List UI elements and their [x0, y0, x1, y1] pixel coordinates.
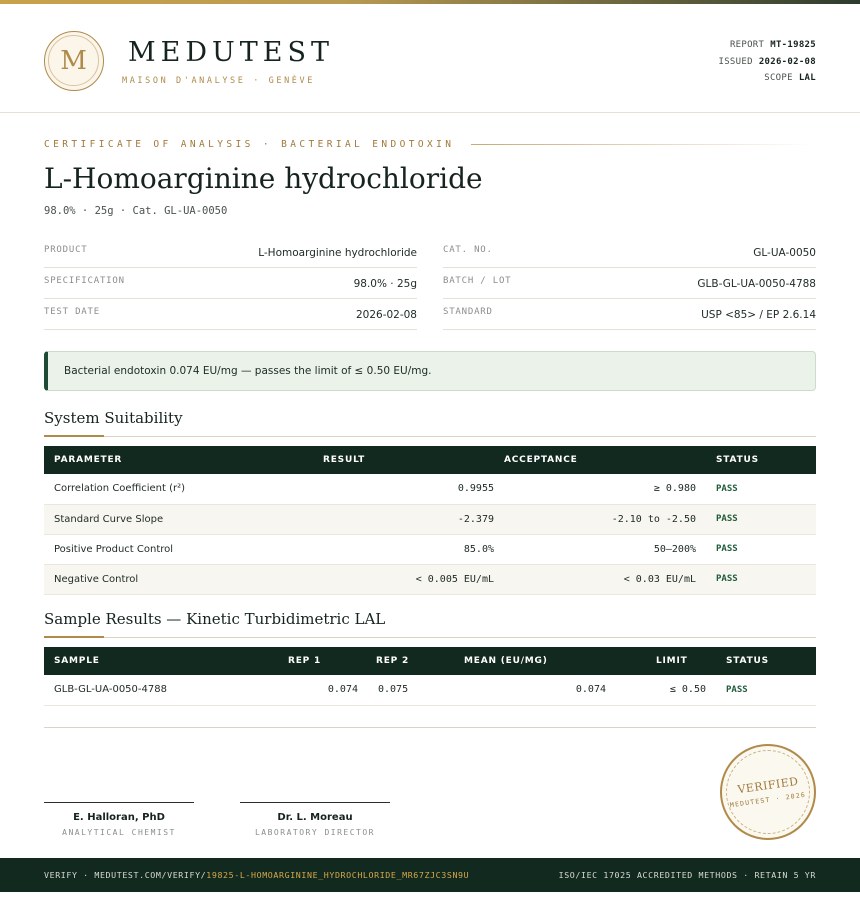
- info-label: SPECIFICATION: [44, 276, 125, 286]
- brand-name: MEDUTEST: [128, 37, 334, 68]
- issued-label: ISSUED: [718, 56, 753, 67]
- table-header-row: [44, 446, 816, 474]
- page-footer: [0, 858, 860, 892]
- cell-acceptance: -2.10 to -2.50: [504, 504, 706, 534]
- signatory-role: ANALYTICAL CHEMIST: [62, 828, 176, 837]
- cell-parameter: Standard Curve Slope: [44, 504, 314, 534]
- result-callout: [44, 351, 816, 391]
- info-label: BATCH / LOT: [443, 276, 512, 286]
- cell-sample: GLB-GL-UA-0050-4788: [44, 675, 278, 705]
- verify-code: 19825-L-HOMOARGININE_HYDROCHLORIDE_MR67ZJC3SN9U: [206, 870, 470, 880]
- section-title-samples: Sample Results — Kinetic Turbidimetric LAL: [44, 610, 386, 628]
- signatory-name: E. Halloran, PhD: [73, 812, 165, 823]
- info-value: GL-UA-0050: [753, 247, 816, 259]
- scope-label: SCOPE: [764, 73, 793, 83]
- cell-rep1: 0.074: [278, 675, 368, 705]
- info-label: TEST DATE: [44, 307, 100, 317]
- cell-result: 85.0%: [314, 534, 504, 564]
- callout-text: Bacterial endotoxin 0.074 EU/mg — passes the limit of ≤ 0.50 EU/mg.: [64, 365, 432, 377]
- table-row: [44, 474, 816, 504]
- section-rule: [44, 436, 816, 437]
- info-grid-right: [443, 237, 816, 330]
- cell-acceptance: 50–200%: [504, 534, 706, 564]
- suitability-table: [44, 446, 816, 595]
- section-title-suitability: System Suitability: [44, 409, 183, 427]
- column-header: SAMPLE: [54, 656, 100, 666]
- table-row: [44, 534, 816, 564]
- section-rule: [44, 637, 816, 638]
- table-row: [44, 675, 816, 705]
- status-badge: PASS: [706, 474, 816, 504]
- accreditation-note: ISO/IEC 17025 ACCREDITED METHODS · RETAIN 5 YR: [558, 870, 816, 880]
- info-row-cat-no: [443, 237, 816, 268]
- seal-text: VERIFIED: [736, 774, 800, 797]
- info-value: 2026-02-08: [355, 309, 417, 321]
- column-header: LIMIT: [656, 656, 688, 666]
- info-grid-left: [44, 237, 417, 330]
- column-header: PARAMETER: [54, 455, 123, 465]
- table-header-row: [44, 647, 816, 675]
- status-badge: PASS: [706, 564, 816, 594]
- cell-parameter: Positive Product Control: [44, 534, 314, 564]
- cell-rep2: 0.075: [368, 675, 456, 705]
- info-label: PRODUCT: [44, 245, 88, 255]
- cell-limit: ≤ 0.50: [616, 675, 716, 705]
- cell-acceptance: ≥ 0.980: [504, 474, 706, 504]
- certificate-kicker: CERTIFICATE OF ANALYSIS · BACTERIAL ENDOTOXIN: [44, 139, 455, 150]
- seal-subtext: MEDUTEST · 2026: [729, 790, 807, 810]
- report-number: MT-19825: [770, 40, 816, 50]
- section-accent: [44, 435, 104, 437]
- cell-parameter: Negative Control: [44, 564, 314, 594]
- column-header: ACCEPTANCE: [504, 455, 578, 465]
- bottom-margin: [0, 892, 860, 923]
- signature-analyst: [44, 802, 194, 837]
- column-header: STATUS: [726, 656, 769, 666]
- report-label: REPORT: [729, 40, 765, 50]
- status-badge: PASS: [716, 675, 816, 705]
- signature-divider: [44, 727, 816, 728]
- column-header: STATUS: [716, 455, 759, 465]
- scope-value: LAL: [798, 73, 816, 83]
- info-row-batch: [443, 268, 816, 299]
- cell-acceptance: < 0.03 EU/mL: [504, 564, 706, 594]
- status-badge: PASS: [706, 534, 816, 564]
- page-header: [0, 4, 860, 113]
- status-badge: PASS: [706, 504, 816, 534]
- column-header: MEAN (EU/MG): [464, 656, 548, 666]
- info-label: CAT. NO.: [443, 245, 493, 255]
- info-row-test-date: [44, 299, 417, 330]
- verify-prefix: VERIFY · MEDUTEST.COM/VERIFY/: [44, 870, 207, 880]
- page-subtitle: 98.0% · 25g · Cat. GL-UA-0050: [44, 205, 228, 217]
- section-accent: [44, 636, 104, 638]
- signatory-role: LABORATORY DIRECTOR: [254, 828, 375, 837]
- info-label: STANDARD: [443, 307, 493, 317]
- column-header: REP 2: [376, 656, 410, 666]
- info-value: L-Homoarginine hydrochloride: [258, 247, 417, 259]
- info-value: GLB-GL-UA-0050-4788: [697, 278, 816, 290]
- cell-mean: 0.074: [456, 675, 616, 705]
- column-header: REP 1: [288, 656, 322, 666]
- info-row-product: [44, 237, 417, 268]
- info-value: 98.0% · 25g: [353, 278, 417, 290]
- logo: [44, 31, 104, 91]
- report-meta: [719, 37, 817, 87]
- cell-result: 0.9955: [314, 474, 504, 504]
- verify-link[interactable]: [44, 870, 469, 880]
- samples-table: [44, 647, 816, 706]
- info-row-specification: [44, 268, 417, 299]
- issued-date: 2026-02-08: [758, 56, 816, 67]
- info-row-standard: [443, 299, 816, 330]
- brand-tagline: MAISON D'ANALYSE · GENÈVE: [122, 76, 315, 86]
- signature-director: [240, 802, 390, 837]
- logo-letter: M: [48, 35, 99, 86]
- info-value: USP <85> / EP 2.6.14: [701, 309, 816, 321]
- verified-seal: [720, 744, 816, 840]
- cell-parameter: Correlation Coefficient (r²): [44, 474, 314, 504]
- column-header: RESULT: [323, 455, 366, 465]
- cell-result: < 0.005 EU/mL: [314, 564, 504, 594]
- page-title: L-Homoarginine hydrochloride: [44, 162, 483, 195]
- kicker-divider: [471, 144, 816, 145]
- table-row: [44, 564, 816, 594]
- cell-result: -2.379: [314, 504, 504, 534]
- signatory-name: Dr. L. Moreau: [277, 812, 353, 823]
- table-row: [44, 504, 816, 534]
